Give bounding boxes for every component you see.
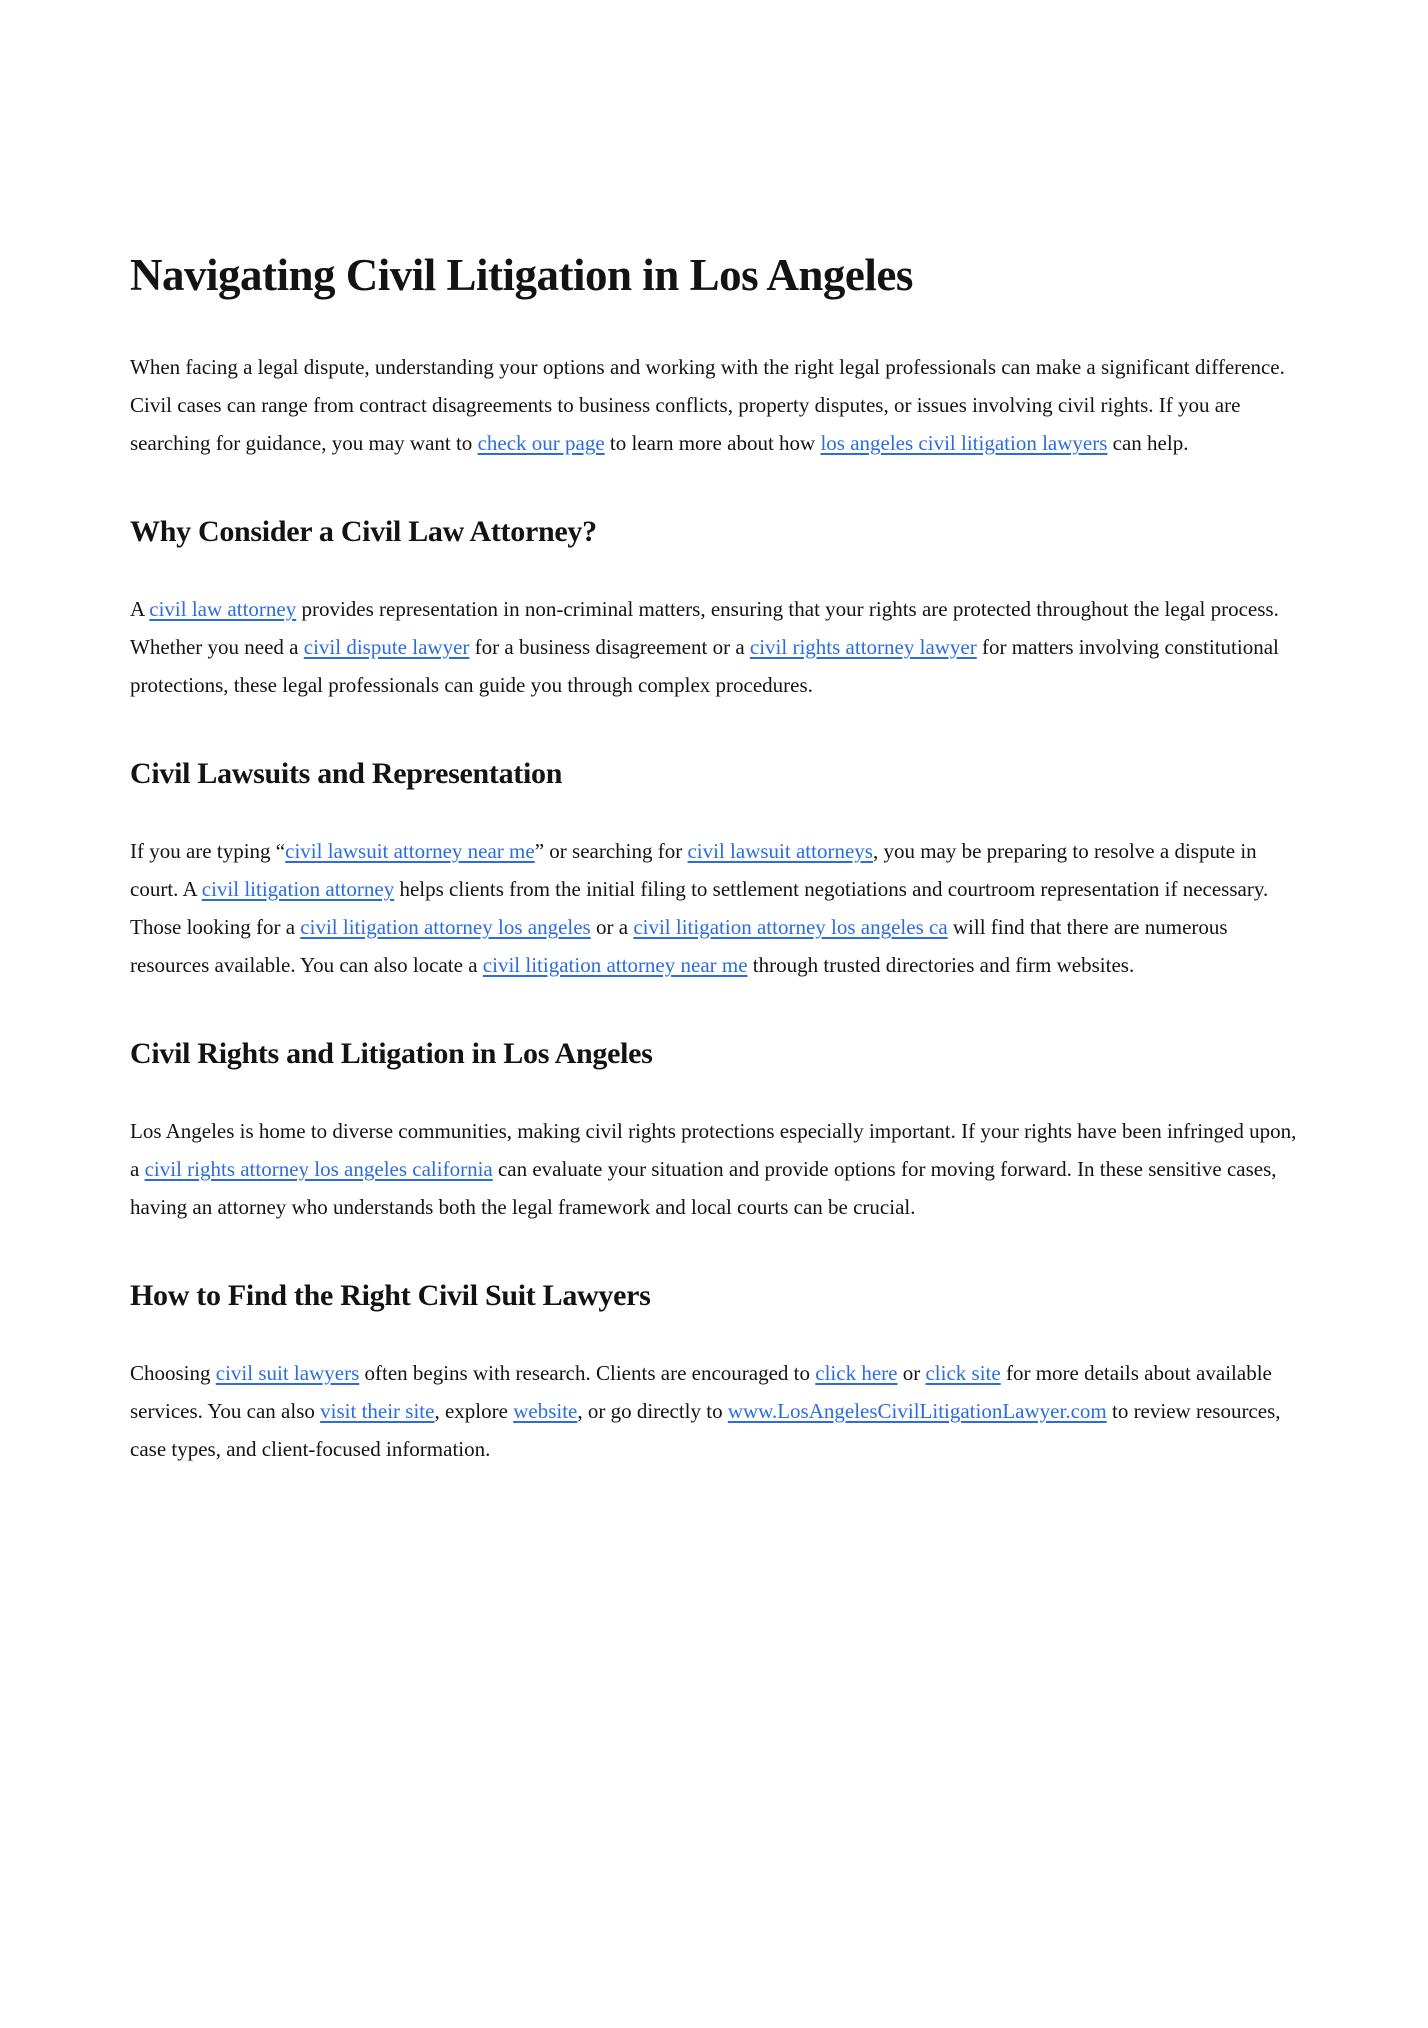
text-run: can evaluate your situation and provide options for moving forward. In these sensitive cases, having an attorney who understands both the legal framework and local courts can be crucial. xyxy=(130,1156,1277,1219)
inline-link[interactable]: click site xyxy=(925,1360,1001,1385)
inline-link[interactable]: civil litigation attorney near me xyxy=(482,952,748,977)
inline-link[interactable]: visit their site xyxy=(320,1398,435,1423)
heading-find-civil-suit-lawyers: How to Find the Right Civil Suit Lawyers xyxy=(130,1278,651,1312)
text-run: to learn more about how xyxy=(604,430,821,455)
text-run: provides representation in non-criminal matters, ensuring that your rights are protected throughout the legal process. Whether you need a xyxy=(130,596,1279,659)
text-run: through trusted directories and firm websites. xyxy=(747,952,1135,977)
inline-link[interactable]: check our page xyxy=(477,430,605,455)
paragraph-find-lawyers xyxy=(130,1354,1298,1468)
heading-why-consider-civil-law-attorney: Why Consider a Civil Law Attorney? xyxy=(130,514,597,548)
text-run: , you may be preparing to resolve a dispute in court. A xyxy=(130,838,1257,901)
text-run: ” or searching for xyxy=(534,838,688,863)
heading-civil-rights-litigation: Civil Rights and Litigation in Los Angeles xyxy=(130,1036,653,1070)
text-run: or a xyxy=(590,914,634,939)
text-run: Los Angeles is home to diverse communities, making civil rights protections especially important. If your rights have been infringed upon, a xyxy=(130,1118,1297,1181)
text-run: often begins with research. Clients are encouraged to xyxy=(359,1360,816,1385)
text-run: helps clients from the initial filing to settlement negotiations and courtroom representation if necessary. Those looking for a xyxy=(130,876,1269,939)
inline-link[interactable]: www.LosAngelesCivilLitigationLawyer.com xyxy=(727,1398,1107,1423)
text-run: can help. xyxy=(1107,430,1189,455)
text-run: A xyxy=(130,596,150,621)
text-run: Choosing xyxy=(130,1360,216,1385)
inline-link[interactable]: civil litigation attorney xyxy=(201,876,395,901)
text-run: will find that there are numerous resources available. You can also locate a xyxy=(130,914,1228,977)
paragraph-civil-lawsuits xyxy=(130,832,1298,984)
inline-link[interactable]: civil litigation attorney los angeles xyxy=(300,914,591,939)
text-run: or xyxy=(897,1360,926,1385)
heading-civil-lawsuits-representation: Civil Lawsuits and Representation xyxy=(130,756,563,790)
inline-link[interactable]: civil rights attorney lawyer xyxy=(749,634,977,659)
document-title: Navigating Civil Litigation in Los Angeles xyxy=(130,250,913,300)
inline-link[interactable]: civil litigation attorney los angeles ca xyxy=(633,914,948,939)
text-run: to review resources, case types, and client-focused information. xyxy=(130,1398,1281,1461)
text-run: for more details about available services. You can also xyxy=(130,1360,1272,1423)
text-run: , or go directly to xyxy=(577,1398,728,1423)
inline-link[interactable]: civil lawsuit attorneys xyxy=(687,838,873,863)
text-run: When facing a legal dispute, understanding your options and working with the right legal professionals can make a significant difference. Civil cases can range from contract disagreements to business conflicts, property disputes, or issues involving civil rights. If you are searching for guidance, you may want to xyxy=(130,354,1285,455)
paragraph-civil-rights xyxy=(130,1112,1298,1226)
inline-link[interactable]: click here xyxy=(815,1360,898,1385)
inline-link[interactable]: civil suit lawyers xyxy=(215,1360,360,1385)
inline-link[interactable]: civil lawsuit attorney near me xyxy=(285,838,535,863)
inline-link[interactable]: civil rights attorney los angeles california xyxy=(144,1156,493,1181)
inline-link[interactable]: website xyxy=(513,1398,578,1423)
text-run: If you are typing “ xyxy=(130,838,286,863)
text-run: , explore xyxy=(434,1398,514,1423)
paragraph-intro xyxy=(130,348,1298,462)
inline-link[interactable]: los angeles civil litigation lawyers xyxy=(820,430,1108,455)
inline-link[interactable]: civil law attorney xyxy=(149,596,297,621)
inline-link[interactable]: civil dispute lawyer xyxy=(303,634,470,659)
paragraph-why-consider xyxy=(130,590,1298,704)
text-run: for a business disagreement or a xyxy=(469,634,750,659)
text-run: for matters involving constitutional protections, these legal professionals can guide you through complex procedures. xyxy=(130,634,1279,697)
